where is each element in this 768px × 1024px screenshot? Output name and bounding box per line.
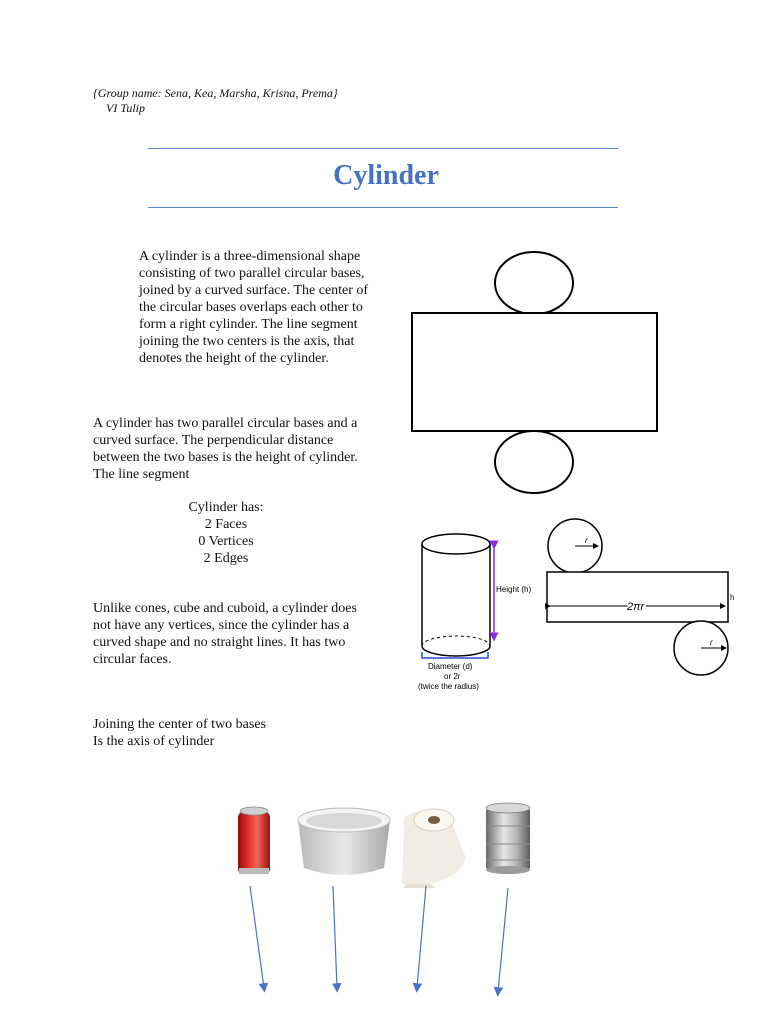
bases-paragraph: A cylinder has two parallel circular bases and a curved surface. The perpendicular distance between the two bases is the height of cylinder. The line segment (93, 416, 358, 482)
bottom-radius-label: r (710, 638, 713, 647)
axis-line-1: Joining the center of two bases (93, 717, 267, 732)
net-top-circle (495, 252, 573, 314)
round-tray-image (298, 808, 390, 875)
axis-line-2: Is the axis of cylinder (93, 734, 215, 749)
diameter-label: Diameter (d) (428, 662, 473, 671)
tin-can-image (486, 803, 530, 874)
net-rectangle (412, 313, 657, 431)
properties-list (170, 499, 282, 567)
group-names: {Group name: Sena, Kea, Marsha, Krisna, Prema} (93, 86, 338, 100)
arrow-tray (333, 886, 337, 988)
cylinder-3d (422, 534, 490, 656)
faces-count: 2 Faces (204, 517, 248, 532)
height-label: Height (h) (496, 585, 532, 594)
edges-count: 2 Edges (203, 551, 249, 566)
rect-height-label: h (730, 593, 735, 602)
title-rule-bottom (148, 207, 618, 208)
top-radius-label: r (585, 536, 588, 545)
soda-can-image (238, 807, 270, 874)
arrow-tin (498, 888, 508, 992)
toilet-paper-roll-image (402, 809, 466, 888)
net-bottom-circle (495, 431, 573, 493)
diameter-or-label: or 2r (444, 672, 461, 681)
circumference-label: 2πr (627, 601, 645, 613)
page-title: Cylinder (333, 160, 439, 191)
arrow-can (250, 886, 264, 988)
arrow-roll (417, 886, 426, 988)
intro-paragraph: A cylinder is a three-dimensional shape consisting of two parallel circular bases, joined by a curved surface. The center of the circular bases overlaps each other to form a right cylinder. The line segment joining the two centers is the axis, that denotes the height of the cylinder. (139, 249, 369, 366)
vertices-count: 0 Vertices (198, 534, 254, 549)
properties-heading: Cylinder has: (188, 500, 264, 515)
title-rule-top (148, 148, 618, 149)
examples-images (230, 798, 540, 998)
radius-note: (twice the radius) (418, 682, 479, 691)
labeled-cylinder-diagram (410, 518, 740, 698)
cylinder-net-diagram (405, 248, 665, 498)
group-header (93, 86, 338, 116)
class-name: VI Tulip (106, 101, 146, 115)
axis-paragraph (93, 716, 353, 750)
net2-rectangle (547, 572, 728, 622)
vertices-paragraph: Unlike cones, cube and cuboid, a cylinder does not have any vertices, since the cylinder has a curved shape and no straight lines. It has two circular faces. (93, 601, 357, 667)
